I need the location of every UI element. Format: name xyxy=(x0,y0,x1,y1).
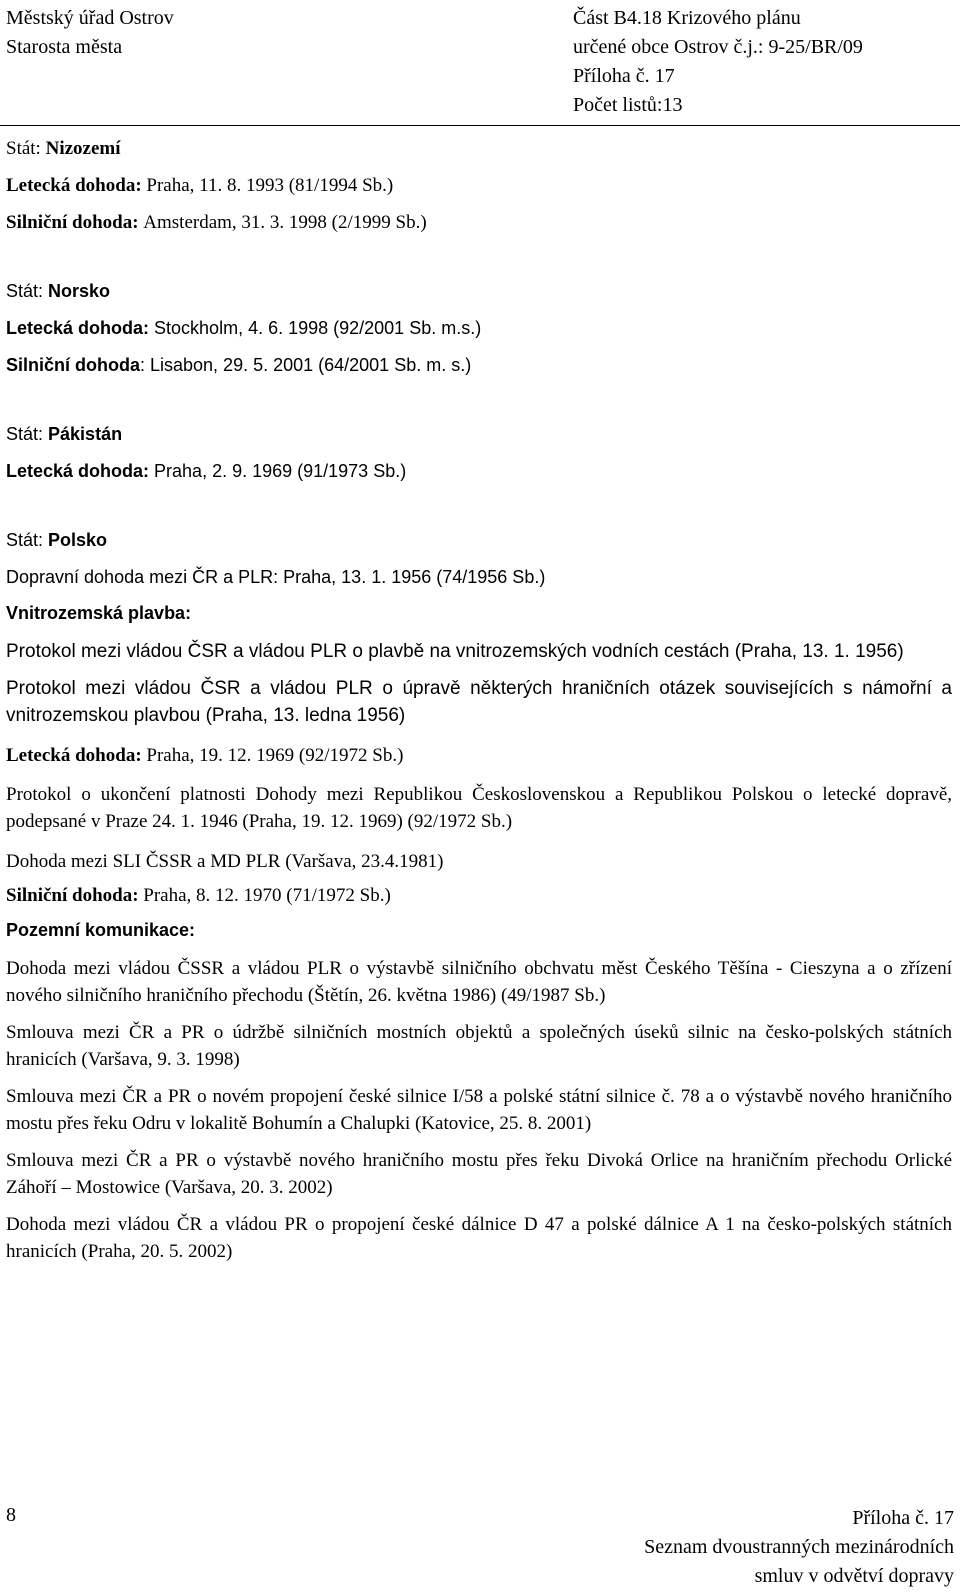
section-polsko xyxy=(6,522,952,1265)
protocol-inland-navigation: Protokol mezi vládou ČSR a vládou PLR o plavbě na vnitrozemských vodních cestách (Praha, 13. 1. 1956) xyxy=(6,641,904,662)
page-number: 8 xyxy=(6,1504,16,1526)
state-heading: Stát: Nizozemí xyxy=(6,138,121,159)
state-heading: Stát: Polsko xyxy=(6,530,108,550)
ground-item: Smlouva mezi ČR a PR o výstavbě nového hraničního mostu přes řeku Divoká Orlice na hraničním přechodu Orlické Záhoří – Mostowice (Varšava, 20. 3. 2002) xyxy=(6,1150,952,1198)
footer-attachment: Příloha č. 17 xyxy=(852,1507,954,1529)
transport-agreement: Dopravní dohoda mezi ČR a PLR: Praha, 13. 1. 1956 (74/1956 Sb.) xyxy=(6,567,546,587)
protocol-border-questions: Protokol mezi vládou ČSR a vládou PLR o úpravě některých hraničních otázek souvisejících s námořní a vnitrozemskou plavbou (Praha, 13. ledna 1956) xyxy=(6,678,952,726)
footer-subtitle: smluv v odvětví dopravy xyxy=(754,1565,954,1587)
ground-communications-heading: Pozemní komunikace: xyxy=(6,920,196,940)
state-heading: Stát: Norsko xyxy=(6,281,111,301)
document-part: Část B4.18 Krizového plánu xyxy=(573,7,801,29)
air-agreement: Letecká dohoda: Praha, 11. 8. 1993 (81/1994 Sb.) xyxy=(6,175,394,196)
document-body xyxy=(6,130,952,1275)
ground-item: Smlouva mezi ČR a PR o údržbě silničních mostních objektů a společných úseků silnic na česko-polských státních hranicích (Varšava, 9. 3. 1998) xyxy=(6,1022,952,1070)
section-nizozemi xyxy=(6,130,952,241)
protocol-air-termination: Protokol o ukončení platnosti Dohody mezi Republikou Československou a Republikou Polskou o letecké dopravě, podepsané v Praze 24. 1. 1946 (Praha, 19. 12. 1969) (92/1972 Sb.) xyxy=(6,784,952,832)
header-divider xyxy=(0,125,960,126)
road-agreement: Silniční dohoda: Amsterdam, 31. 3. 1998 (2/1999 Sb.) xyxy=(6,212,427,233)
ground-item: Smlouva mezi ČR a PR o novém propojení české silnice I/58 a polské státní silnice č. 78 a o výstavbě nového hraničního mostu přes řeku Odru v lokalitě Bohumín a Chalupki (Katovice, 25. 8. 2001) xyxy=(6,1086,952,1134)
road-agreement: Silniční dohoda: Praha, 8. 12. 1970 (71/1972 Sb.) xyxy=(6,885,391,906)
road-agreement: Silniční dohoda: Lisabon, 29. 5. 2001 (64/2001 Sb. m. s.) xyxy=(6,355,472,375)
office-role: Starosta města xyxy=(6,36,123,58)
section-pakistan xyxy=(6,416,952,490)
section-norsko xyxy=(6,273,952,384)
air-agreement: Letecká dohoda: Praha, 2. 9. 1969 (91/1973 Sb.) xyxy=(6,461,407,481)
state-heading: Stát: Pákistán xyxy=(6,424,123,444)
inland-navigation-heading: Vnitrozemská plavba: xyxy=(6,603,192,623)
footer-title: Seznam dvoustranných mezinárodních xyxy=(644,1536,954,1558)
sli-agreement: Dohoda mezi SLI ČSSR a MD PLR (Varšava, 23.4.1981) xyxy=(6,851,444,872)
air-agreement: Letecká dohoda: Stockholm, 4. 6. 1998 (92/2001 Sb. m.s.) xyxy=(6,318,482,338)
footer-right xyxy=(644,1504,954,1591)
attachment-number: Příloha č. 17 xyxy=(573,65,675,87)
office-name: Městský úřad Ostrov xyxy=(6,7,174,29)
header-left xyxy=(6,4,174,62)
ground-item: Dohoda mezi vládou ČR a vládou PR o propojení české dálnice D 47 a polské dálnice A 1 na česko-polských státních hranicích (Praha, 20. 5. 2002) xyxy=(6,1214,952,1262)
ground-item: Dohoda mezi vládou ČSSR a vládou PLR o výstavbě silničního obchvatu měst Českého Těšína - Cieszyna a o zřízení nového silničního hraničního přechodu (Štětín, 26. května 1986) (49/1987 Sb.) xyxy=(6,958,952,1006)
document-reference: určené obce Ostrov č.j.: 9-25/BR/09 xyxy=(573,36,863,58)
air-agreement: Letecká dohoda: Praha, 19. 12. 1969 (92/1972 Sb.) xyxy=(6,745,404,766)
header-right xyxy=(573,4,863,120)
sheet-count: Počet listů:13 xyxy=(573,94,683,116)
